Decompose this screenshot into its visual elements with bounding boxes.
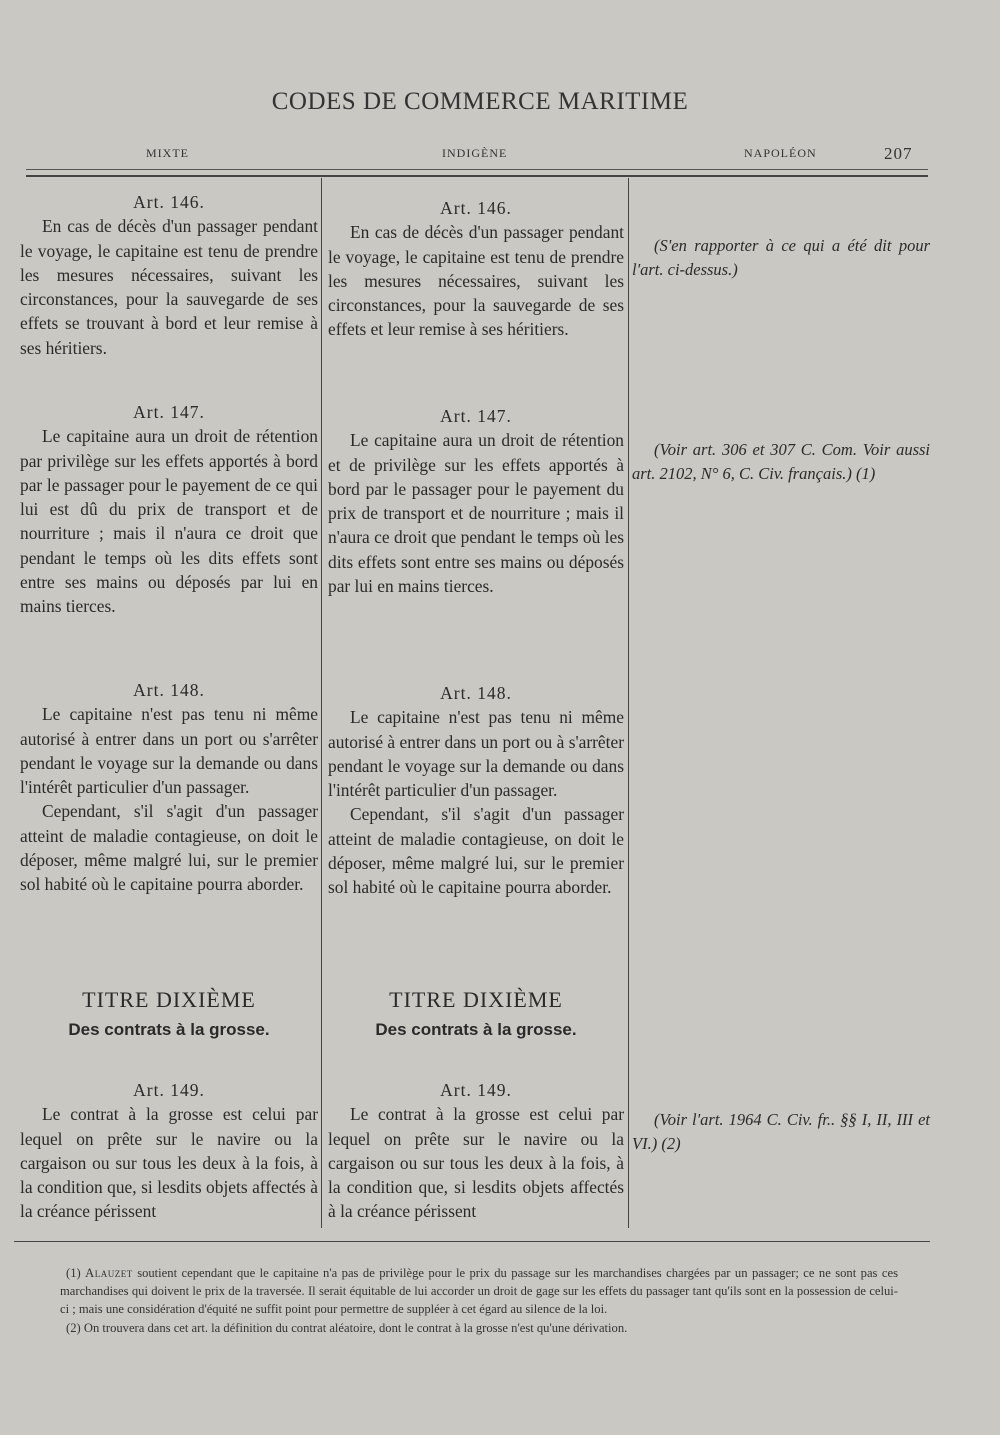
footnotes [60, 1264, 898, 1337]
right-note-147 [632, 438, 930, 487]
right-note-146 [632, 234, 930, 283]
article-text: Le contrat à la grosse est celui par lequel on prête sur le navire ou la cargaison ou sur tous les deux à la fois, à la condition que, si lesdits objets affectés à la créance périssent [328, 1104, 624, 1222]
cross-reference: (Voir art. 306 et 307 C. Com. Voir aussi art. 2102, N° 6, C. Civ. français.) (1) [632, 440, 930, 484]
article-heading: Art. 148. [133, 680, 205, 700]
section-title: TITRE DIXIÈME [389, 987, 563, 1012]
page-number: 207 [884, 144, 913, 163]
footnote-rule [14, 1241, 930, 1242]
footnote-1 [60, 1264, 898, 1319]
footnote-text: On trouvera dans cet art. la définition du contrat aléatoire, dont le contrat à la grosse n'est qu'une dérivation. [83, 1320, 628, 1335]
cross-reference: (Voir l'art. 1964 C. Civ. fr.. §§ I, II, III et VI.) (2) [632, 1110, 930, 1154]
column-header-mixte: MIXTE [146, 146, 189, 160]
column-header-indigene: INDIGÈNE [442, 146, 508, 160]
header-rule-thick [26, 175, 928, 177]
article-heading: Art. 147. [440, 406, 512, 426]
article-text: Le contrat à la grosse est celui par lequel on prête sur le navire ou la cargaison ou sur tous les deux à la fois, à la condition que, si lesdits objets affectés à la créance périssent [20, 1104, 318, 1222]
left-art149 [20, 1078, 318, 1224]
middle-art146 [328, 196, 624, 342]
page-title: CODES DE COMMERCE MARITIME [271, 88, 689, 115]
article-heading: Art. 146. [133, 192, 205, 212]
left-art146 [20, 190, 318, 360]
right-note-149 [632, 1108, 930, 1157]
section-subtitle: Des contrats à la grosse. [375, 1020, 577, 1040]
article-text: Cependant, s'il s'agit d'un passager atteint de maladie contagieuse, on doit le déposer, même malgré lui, sur le premier sol habité où le capitaine pourra aborder. [328, 804, 624, 898]
article-heading: Art. 146. [440, 198, 512, 218]
article-heading: Art. 148. [440, 683, 512, 703]
article-heading: Art. 147. [133, 402, 205, 422]
cross-reference: (S'en rapporter à ce qui a été dit pour l'art. ci-dessus.) [632, 236, 930, 280]
section-title: TITRE DIXIÈME [82, 987, 256, 1012]
left-art147 [20, 400, 318, 619]
footnote-text: soutient cependant que le capitaine n'a pas de privilège pour le prix du passage sur les marchandises chargées par un passager; ce ne sont pas ces marchandises qui doivent le prix de la traversée. Il serait équitable de lui accorder un droit de gage sur les effets du passager tant qu'ils sont en la possession de celui-ci ; mais une considération d'équité ne suffit point pour permettre de suppléer à cet égard au silence de la loi. [60, 1266, 898, 1317]
left-titre [20, 988, 318, 1043]
middle-titre [328, 988, 624, 1043]
article-heading: Art. 149. [133, 1080, 205, 1100]
column-header-napoleon: NAPOLÉON [744, 146, 817, 160]
article-text: En cas de décès d'un passager pendant le voyage, le capitaine est tenu de prendre les mesures nécessaires, suivant les circonstances, pour la sauvegarde de ses effets et leur remise à ses héritiers. [328, 222, 624, 340]
middle-art147 [328, 404, 624, 598]
footnote-2 [60, 1319, 898, 1337]
article-text: Le capitaine aura un droit de rétention par privilège sur les effets apportés à bord par le passager pour le payement de ce qui lui est dû du prix de transport et de nourriture ; mais il n'aura ce droit que pendant le temps où les dits effets sont entre ses mains ou déposés par lui en mains tierces. [20, 426, 318, 617]
article-text: Cependant, s'il s'agit d'un passager atteint de maladie contagieuse, on doit le déposer, même malgré lui, sur le premier sol habité où le capitaine pourra aborder. [20, 801, 318, 895]
article-text: En cas de décès d'un passager pendant le voyage, le capitaine est tenu de prendre les mesures nécessaires, suivant les circonstances, pour la sauvegarde de ses effets se trouvant à bord et leur remise à ses héritiers. [20, 216, 318, 358]
footnote-marker: (2) [66, 1320, 81, 1335]
column-divider-right [628, 178, 629, 1228]
middle-art149 [328, 1078, 624, 1224]
footnote-author: Alauzet [85, 1266, 133, 1280]
section-subtitle: Des contrats à la grosse. [68, 1020, 270, 1040]
article-heading: Art. 149. [440, 1080, 512, 1100]
footnote-marker: (1) [66, 1266, 81, 1280]
article-text: Le capitaine n'est pas tenu ni même autorisé à entrer dans un port ou à s'arrêter pendant le voyage sur la demande ou dans l'intérêt particulier d'un passager. [328, 707, 624, 801]
column-divider-left [321, 178, 322, 1228]
article-text: Le capitaine aura un droit de rétention et de privilège sur les effets apportés à bord par le passager pour le payement du prix de transport et de nourriture ; mais il n'aura ce droit que pendant le temps où les dits effets sont entre ses mains ou déposés par lui en mains tierces. [328, 430, 624, 597]
middle-art148 [328, 681, 624, 900]
header-rule-thin [26, 169, 928, 170]
left-art148 [20, 678, 318, 897]
article-text: Le capitaine n'est pas tenu ni même autorisé à entrer dans un port ou s'arrêter pendant le voyage sur la demande ou dans l'intérêt particulier d'un passager. [20, 704, 318, 798]
